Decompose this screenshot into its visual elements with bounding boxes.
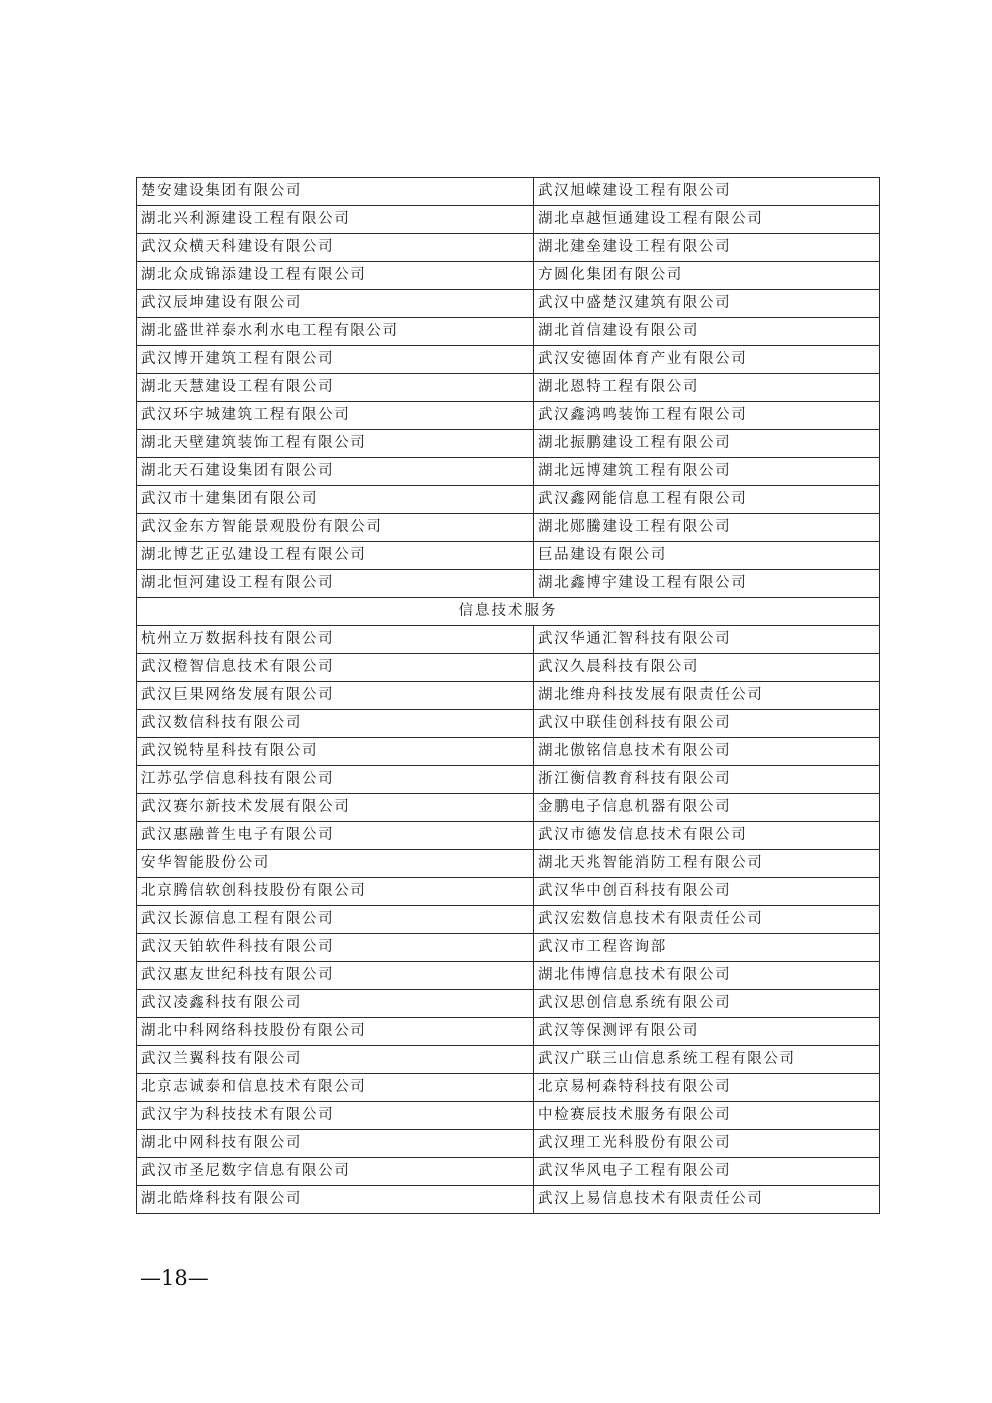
company-name-cell: 武汉宏数信息技术有限责任公司 [534,906,880,934]
table-row [137,682,880,710]
table-row [137,794,880,822]
company-name-cell: 武汉上易信息技术有限责任公司 [534,1186,880,1214]
company-name-cell: 湖北郧騰建设工程有限公司 [534,514,880,542]
company-name-cell: 武汉鑫鸿鸣装饰工程有限公司 [534,402,880,430]
company-name-cell: 武汉数信科技有限公司 [137,710,534,738]
table-row [137,626,880,654]
company-name-cell: 武汉环宇城建筑工程有限公司 [137,402,534,430]
company-name-cell: 湖北天石建设集团有限公司 [137,458,534,486]
company-name-cell: 武汉市德发信息技术有限公司 [534,822,880,850]
company-list-table [136,177,880,1214]
company-name-cell: 武汉天铂软件科技有限公司 [137,934,534,962]
table-row [137,766,880,794]
company-name-cell: 武汉赛尔新技术发展有限公司 [137,794,534,822]
company-name-cell: 金鹏电子信息机器有限公司 [534,794,880,822]
table-row [137,1158,880,1186]
company-name-cell: 湖北中网科技有限公司 [137,1130,534,1158]
table-row [137,234,880,262]
company-name-cell: 江苏弘学信息科技有限公司 [137,766,534,794]
company-name-cell: 湖北恒河建设工程有限公司 [137,570,534,598]
company-list-body [137,178,880,1214]
section-header-row [137,598,880,626]
table-row [137,878,880,906]
company-name-cell: 湖北建垒建设工程有限公司 [534,234,880,262]
company-name-cell: 湖北傲铭信息技术有限公司 [534,738,880,766]
table-row [137,262,880,290]
company-name-cell: 武汉金东方智能景观股份有限公司 [137,514,534,542]
table-row [137,570,880,598]
company-name-cell: 湖北首信建设有限公司 [534,318,880,346]
table-row [137,206,880,234]
company-name-cell: 武汉安德固体育产业有限公司 [534,346,880,374]
company-name-cell: 武汉市十建集团有限公司 [137,486,534,514]
company-name-cell: 武汉兰翼科技有限公司 [137,1046,534,1074]
table-row [137,1046,880,1074]
company-name-cell: 湖北维舟科技发展有限责任公司 [534,682,880,710]
company-name-cell: 武汉鑫网能信息工程有限公司 [534,486,880,514]
company-name-cell: 北京志诚泰和信息技术有限公司 [137,1074,534,1102]
table-row [137,1186,880,1214]
table-row [137,850,880,878]
table-row [137,1102,880,1130]
company-name-cell: 楚安建设集团有限公司 [137,178,534,206]
table-row [137,710,880,738]
table-row [137,990,880,1018]
company-name-cell: 湖北天壁建筑装饰工程有限公司 [137,430,534,458]
company-name-cell: 武汉广联三山信息系统工程有限公司 [534,1046,880,1074]
table-row [137,514,880,542]
company-name-cell: 武汉凌鑫科技有限公司 [137,990,534,1018]
company-name-cell: 湖北振鹏建设工程有限公司 [534,430,880,458]
company-name-cell: 湖北伟博信息技术有限公司 [534,962,880,990]
company-name-cell: 湖北中科网络科技股份有限公司 [137,1018,534,1046]
company-name-cell: 湖北天慧建设工程有限公司 [137,374,534,402]
table-row [137,654,880,682]
table-row [137,906,880,934]
table-row [137,822,880,850]
company-name-cell: 武汉久晨科技有限公司 [534,654,880,682]
company-name-cell: 武汉等保测评有限公司 [534,1018,880,1046]
company-name-cell: 湖北博艺正弘建设工程有限公司 [137,542,534,570]
table-row [137,962,880,990]
table-row [137,486,880,514]
table-row [137,1018,880,1046]
company-name-cell: 湖北恩特工程有限公司 [534,374,880,402]
company-name-cell: 湖北天兆智能消防工程有限公司 [534,850,880,878]
table-row [137,542,880,570]
table-row [137,318,880,346]
table-row [137,1130,880,1158]
company-name-cell: 湖北皓烽科技有限公司 [137,1186,534,1214]
company-name-cell: 武汉华风电子工程有限公司 [534,1158,880,1186]
company-name-cell: 武汉博开建筑工程有限公司 [137,346,534,374]
company-name-cell: 武汉市圣尼数字信息有限公司 [137,1158,534,1186]
company-name-cell: 中检赛辰技术服务有限公司 [534,1102,880,1130]
company-name-cell: 武汉惠融普生电子有限公司 [137,822,534,850]
company-name-cell: 北京腾信软创科技股份有限公司 [137,878,534,906]
company-name-cell: 武汉理工光科股份有限公司 [534,1130,880,1158]
company-name-cell: 武汉中盛楚汉建筑有限公司 [534,290,880,318]
company-name-cell: 武汉宇为科技技术有限公司 [137,1102,534,1130]
table-row [137,178,880,206]
company-name-cell: 巨品建设有限公司 [534,542,880,570]
company-name-cell: 杭州立万数据科技有限公司 [137,626,534,654]
table-row [137,402,880,430]
table-row [137,738,880,766]
company-name-cell: 方圆化集团有限公司 [534,262,880,290]
company-name-cell: 浙江衡信教育科技有限公司 [534,766,880,794]
table-row [137,346,880,374]
company-name-cell: 武汉辰坤建设有限公司 [137,290,534,318]
company-name-cell: 武汉市工程咨询部 [534,934,880,962]
company-name-cell: 湖北兴利源建设工程有限公司 [137,206,534,234]
table-row [137,934,880,962]
company-name-cell: 武汉众横天科建设有限公司 [137,234,534,262]
table-row [137,458,880,486]
company-name-cell: 武汉橙智信息技术有限公司 [137,654,534,682]
page-number: —18— [140,1266,209,1290]
section-header: 信息技术服务 [137,598,880,626]
company-name-cell: 湖北远博建筑工程有限公司 [534,458,880,486]
table-row [137,290,880,318]
company-name-cell: 湖北鑫博宇建设工程有限公司 [534,570,880,598]
company-name-cell: 武汉中联佳创科技有限公司 [534,710,880,738]
table-row [137,374,880,402]
table-row [137,430,880,458]
company-name-cell: 武汉华通汇智科技有限公司 [534,626,880,654]
table-row [137,1074,880,1102]
company-name-cell: 湖北盛世祥泰水利水电工程有限公司 [137,318,534,346]
company-name-cell: 武汉华中创百科技有限公司 [534,878,880,906]
company-name-cell: 湖北卓越恒通建设工程有限公司 [534,206,880,234]
company-name-cell: 安华智能股份公司 [137,850,534,878]
company-name-cell: 武汉长源信息工程有限公司 [137,906,534,934]
company-name-cell: 武汉锐特星科技有限公司 [137,738,534,766]
company-name-cell: 武汉旭嵘建设工程有限公司 [534,178,880,206]
company-name-cell: 湖北众成锦添建设工程有限公司 [137,262,534,290]
company-name-cell: 武汉惠友世纪科技有限公司 [137,962,534,990]
company-name-cell: 武汉巨果网络发展有限公司 [137,682,534,710]
company-name-cell: 北京易柯森特科技有限公司 [534,1074,880,1102]
company-name-cell: 武汉思创信息系统有限公司 [534,990,880,1018]
